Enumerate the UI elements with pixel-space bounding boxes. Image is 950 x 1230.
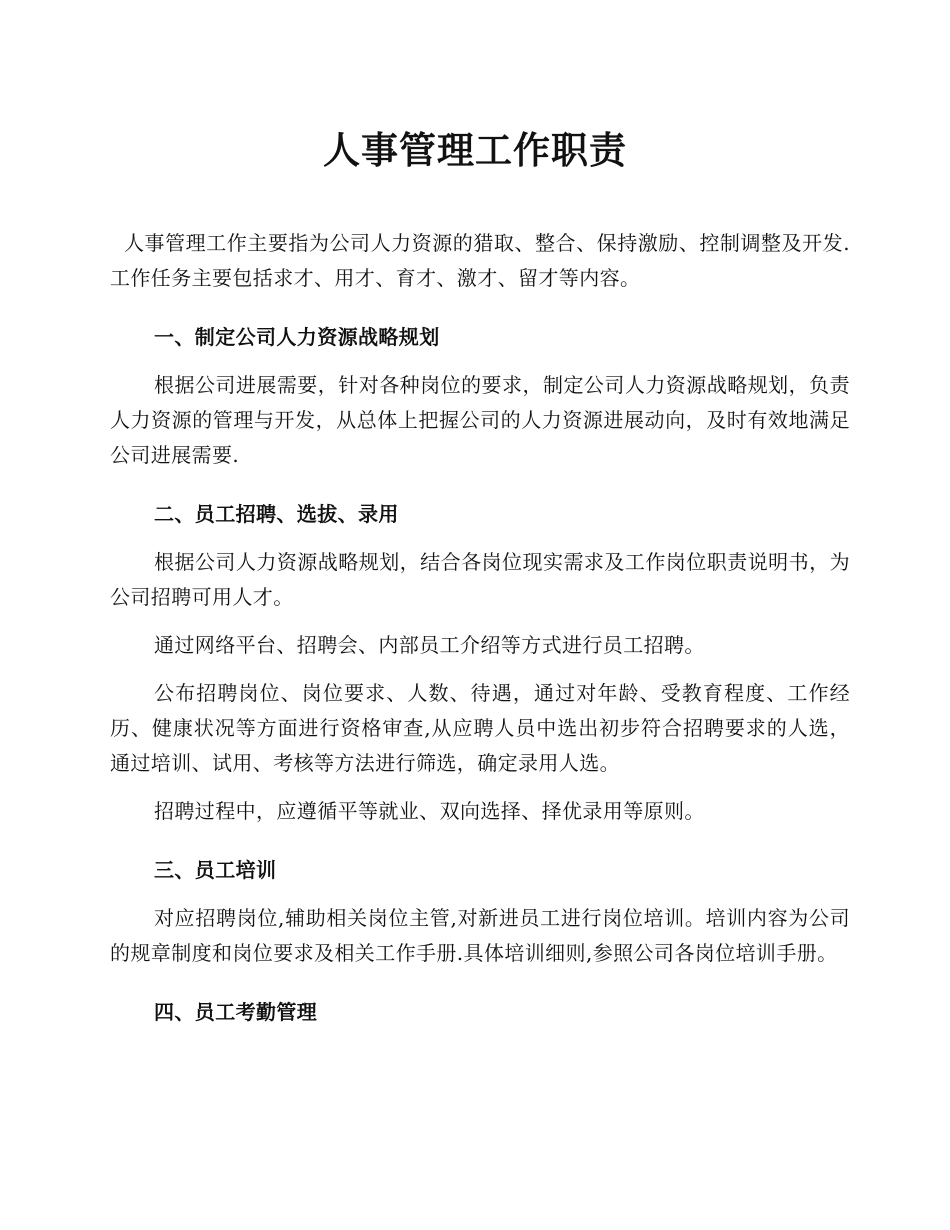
section-3-paragraph-1: 对应招聘岗位,辅助相关岗位主管,对新进员工进行岗位培训。培训内容为公司的规章制度和岗位要求及相关工作手册.具体培训细则,参照公司各岗位培训手册。	[110, 906, 850, 965]
section-2-paragraph-4: 招聘过程中，应遵循平等就业、双向选择、择优录用等原则。	[154, 799, 705, 823]
section-2-paragraph-2: 通过网络平台、招聘会、内部员工介绍等方式进行员工招聘。	[154, 633, 705, 657]
section-2-paragraph-3: 公布招聘岗位、岗位要求、人数、待遇，通过对年龄、受教育程度、工作经历、健康状况等方面进行资格审查,从应聘人员中选出初步符合招聘要求的人选，通过培训、试用、考核等方法进行筛选，确定录用人选。	[110, 681, 850, 775]
section-1-paragraph-1: 根据公司进展需要，针对各种岗位的要求，制定公司人力资源战略规划，负责人力资源的管理与开发，从总体上把握公司的人力资源进展动向，及时有效地满足公司进展需要.	[110, 373, 850, 467]
document-body	[110, 226, 850, 1030]
section-heading-2: 二、员工招聘、选拔、录用	[154, 502, 399, 526]
intro-paragraph: 人事管理工作主要指为公司人力资源的猎取、整合、保持激励、控制调整及开发.工作任务主要包括求才、用才、育才、激才、留才等内容。	[110, 231, 850, 290]
section-2-paragraph-1: 根据公司人力资源战略规划，结合各岗位现实需求及工作岗位职责说明书，为公司招聘可用人才。	[110, 550, 850, 609]
section-heading-3: 三、员工培训	[154, 858, 277, 882]
section-heading-4: 四、员工考勤管理	[154, 1000, 318, 1024]
section-heading-1: 一、制定公司人力资源战略规划	[154, 325, 440, 349]
document-title: 人事管理工作职责	[323, 128, 627, 172]
